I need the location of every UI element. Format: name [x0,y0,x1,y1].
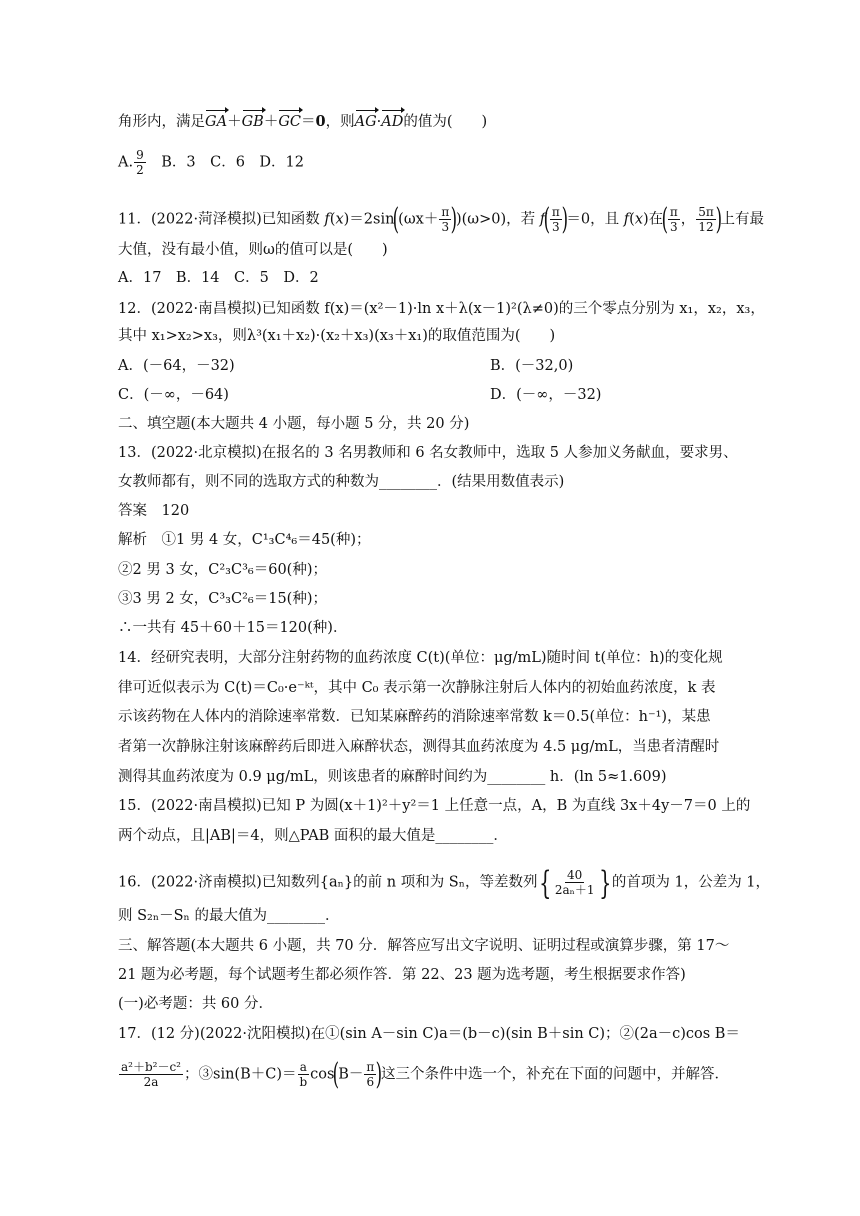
q10-options: A. $\frac{9}{2}$ B．3 C．6 D．12 [118,148,305,177]
q15-stem-1: 15．(2022·南昌模拟)已知 P 为圆(x＋1)²＋y²＝1 上任意一点，A，B 为直线 3x＋4y－7＝0 上的 [118,798,751,814]
q12-options-row2 [118,385,602,405]
q12-stem: 12．(2022·南昌模拟)已知函数 f(x)＝(x²－1)·ln x＋λ(x－1)²(λ≠0)的三个零点分别为 x₁，x₂，x₃， [118,301,765,317]
q14-stem-5: 测得其血药浓度为 0.9 μg/mL，则该患者的麻醉时间约为________ h．(ln 5≈1.609) [118,769,667,785]
q12-option-a: A．(－64，－32) [118,358,235,374]
q13-solution-2: ②2 男 3 女，C²₃C³₆＝60(种)； [118,562,327,578]
q17-stem-2: $\frac{\text{a²＋b²－c²}}{2a}$ ；③sin(B＋C)＝ $\frac{a}{b}$ cos(B－ $\frac{\pi}{6}$ )这三个条件中选一个，补充在下面的问题中，并解答． [121,1056,729,1092]
q10-stem-tail: 角形内，满足GA＋GB＋GC＝0，则AG·AD的值为( ) [118,113,488,130]
section-2-heading: 二、填空题(本大题共 4 小题，每小题 5 分，共 20 分) [118,416,470,432]
q13-solution-1: 解析 ①1 男 4 女，C¹₃C⁴₆＝45(种)； [118,532,371,548]
q14-stem-4: 者第一次静脉注射该麻醉药后即进入麻醉状态，测得其血药浓度为 4.5 μg/mL，当患者清醒时 [118,739,720,755]
q13-stem-line2: 女教师都有，则不同的选取方式的种数为________．(结果用数值表示) [118,474,565,490]
q13-solution-3: ③3 男 2 女，C³₃C²₆＝15(种)； [118,591,327,607]
q17-stem-1: 17．(12 分)(2022·沈阳模拟)在①(sin A－sin C)a＝(b－c)(sin B＋sin C)；②(2a－c)cos B＝ [118,1026,740,1042]
q14-stem-2: 律可近似表示为 C(t)＝C₀·e⁻ᵏᵗ，其中 C₀ 表示第一次静脉注射后人体内的初始血药浓度，k 表 [118,680,716,696]
q12-option-d: D．(－∞，－32) [490,387,602,403]
q12-option-c: C．(－∞，－64) [118,387,229,403]
q16-stem-2: 则 S₂ₙ－Sₙ 的最大值为________． [118,908,340,924]
section-3-heading-3: (一)必考题：共 60 分． [118,996,273,1012]
q13-solution-4: ∴一共有 45＋60＋15＝120(种)． [118,620,348,636]
q16-stem-1: 16．(2022·济南模拟)已知数列{aₙ}的前 n 项和为 Sₙ，等差数列{ $\frac{40}{\text{2aₙ＋1}}$ }的首项为 1，公差为 1， [118,863,771,902]
q12-options-row1 [118,356,574,376]
q11-options: A．17 B．14 C．5 D．2 [118,270,319,286]
q12-option-b: B．(－32,0) [490,358,574,374]
section-3-heading-1: 三、解答题(本大题共 6 小题，共 70 分．解答应写出文字说明、证明过程或演算步骤，第 17～ [118,938,730,954]
q13-answer: 答案 120 [118,503,190,519]
q15-stem-2: 两个动点，且|AB|＝4，则△PAB 面积的最大值是________． [118,828,508,844]
q14-stem-3: 示该药物在人体内的消除速率常数．已知某麻醉药的消除速率常数 k＝0.5(单位：h⁻¹)，某患 [118,709,711,725]
q14-stem-1: 14．经研究表明，大部分注射药物的血药浓度 C(t)(单位：μg/mL)随时间 t(单位：h)的变化规 [118,650,723,666]
q13-stem: 13．(2022·北京模拟)在报名的 3 名男教师和 6 名女教师中，选取 5 人参加义务献血，要求男、 [118,445,738,461]
q11-stem-line2: 大值，没有最小值，则ω的值可以是( ) [118,242,388,258]
q11-stem: 11．(2022·菏泽模拟)已知函数 f(x)＝2sin((ωx＋ $\frac{\pi}{3}$ ))(ω>0)，若 f( $\frac{\pi}{3}$ )＝0，且 f(x)在( $\frac{\pi}{3}$ ， $\frac{5\pi}{12}$ )上有最 [118,201,765,237]
section-3-heading-2: 21 题为必考题，每个试题考生都必须作答．第 22、23 题为选考题，考生根据要求作答) [118,967,686,983]
q12-stem-line2: 其中 x₁>x₂>x₃，则λ³(x₁＋x₂)·(x₂＋x₃)(x₃＋x₁)的取值范围为( ) [118,328,556,344]
